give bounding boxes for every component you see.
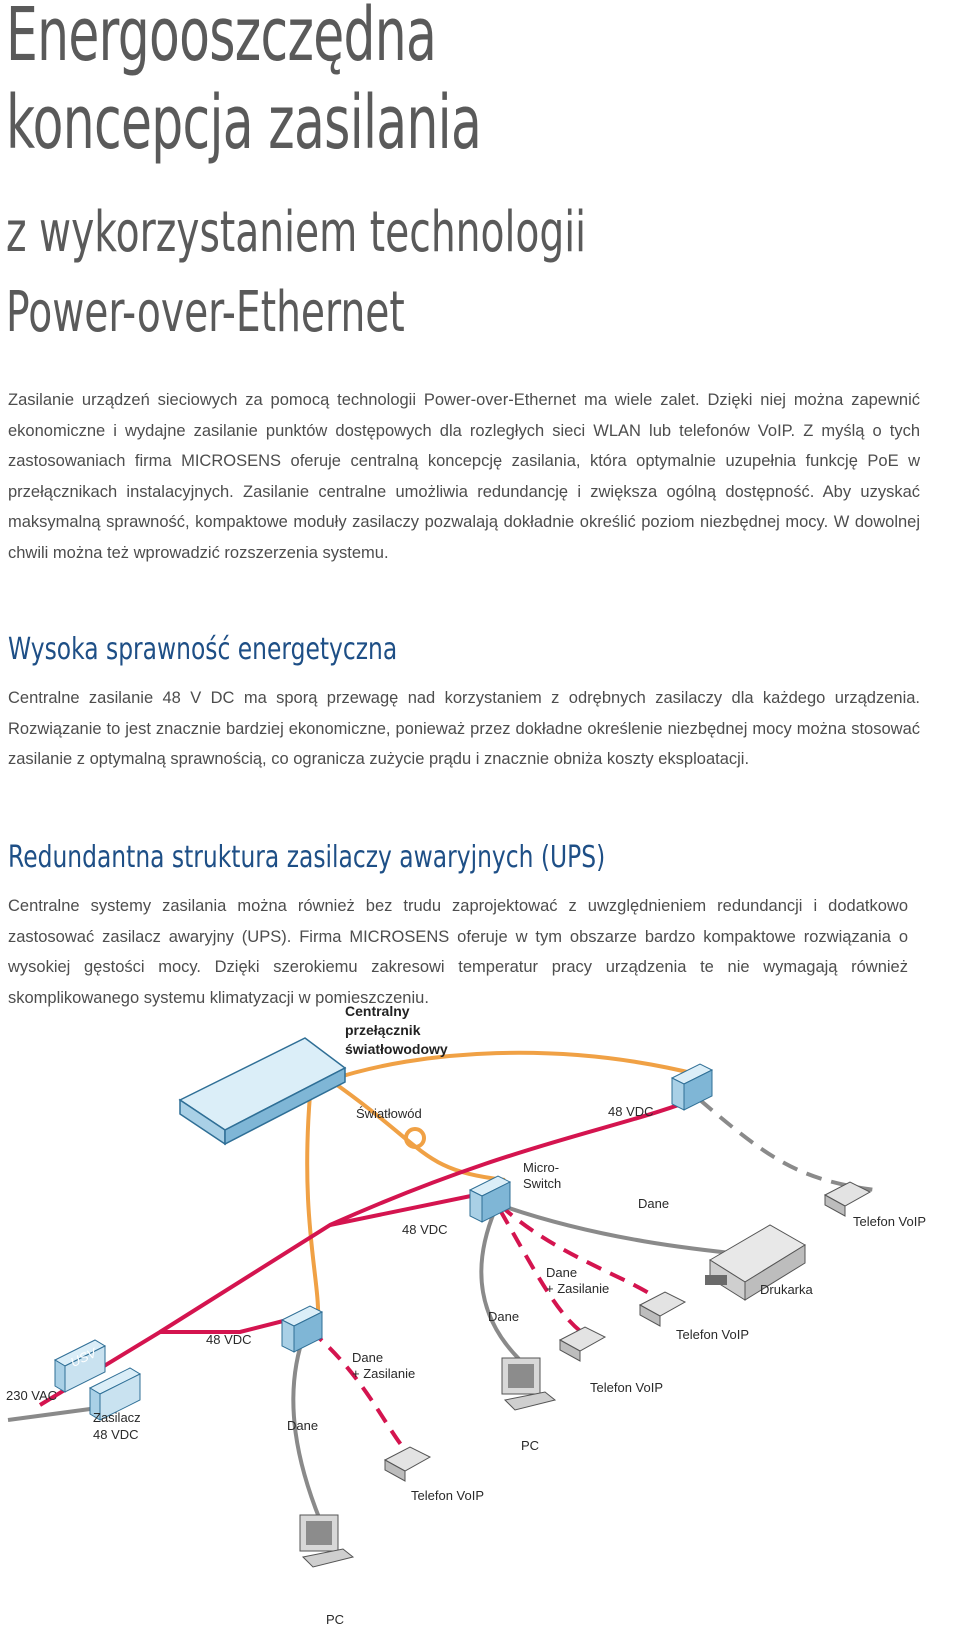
zasilacz-label-line-1: Zasilacz (93, 1410, 141, 1425)
fiber-label: Światłowód (356, 1106, 422, 1121)
dane-zasilanie-left-line-2: + Zasilanie (352, 1366, 416, 1381)
section-body-ups: Centralne systemy zasilania można również bez trudu zaprojektować z uwzględnieniem redundancji i dodatkowo zastosować zasilacz awaryjny (UPS). Firma MICROSENS oferuje w tym obszarze bardzo kompaktowe rozwiązania o wysokiej gęstości mocy. Dzięki szerokiemu zakresowi temperatur pracy urządzenia te nie wymagają również skomplikowanego systemu klimatyzacji w pomieszczeniu. (8, 897, 908, 1007)
dane-left-label: Dane (287, 1418, 319, 1433)
vdc-top-label: 48 VDC (608, 1104, 654, 1119)
section-heading-ups: Redundantna struktura zasilaczy awaryjnych (UPS) (8, 840, 606, 875)
dane-zasilanie-mid-line-1: Dane (546, 1265, 578, 1280)
dane-zasilanie-mid-label (546, 1265, 609, 1297)
dane-zasilanie-mid-line-2: + Zasilanie (546, 1281, 610, 1296)
telefon-voip-center-label: Telefon VoIP (590, 1380, 663, 1395)
central-switch-label-line-2: przełącznik (345, 1022, 421, 1038)
title-line-2: koncepcja zasilania (6, 80, 482, 166)
micro-switch-label-line-1: Micro- (523, 1160, 560, 1175)
section-heading-efficiency: Wysoka sprawność energetyczna (8, 632, 398, 667)
micro-switch-label-line-2: Switch (523, 1176, 562, 1191)
dane-zasilanie-left-label (352, 1350, 415, 1382)
pc-bottom-label: PC (326, 1612, 345, 1627)
vac-label: 230 VAC (6, 1388, 58, 1403)
telefon-voip-bottom-label: Telefon VoIP (411, 1488, 484, 1503)
diagram-labels (0, 1003, 960, 1634)
micro-switch-label (523, 1160, 561, 1192)
telefon-voip-right-label: Telefon VoIP (853, 1214, 926, 1229)
title-line-1: Energooszczędna (6, 0, 437, 78)
intro-paragraph: Zasilanie urządzeń sieciowych za pomocą technologii Power-over-Ethernet ma wiele zalet. Dzięki niej można zapewnić ekonomiczne i wydajne zasilanie punktów dostępowych dla rozległych sieci WLAN lub telefonów VoIP. Z myślą o tych zastosowaniach firma MICROSENS oferuje centralną koncepcję zasilania, która optymalnie uzupełnia funkcję PoE w przełącznikach instalacyjnych. Zasilanie centralne umożliwia redundancję i zwiększa ogólną dostępność. Aby uzyskać maksymalną sprawność, kompaktowe moduły zasilaczy pozwalają dokładnie określić poziom niezbędnej mocy. W dowolnej chwili można też wprowadzić rozszerzenia systemu. (8, 391, 920, 562)
usv-label: USV (68, 1345, 99, 1370)
dane-zasilanie-left-line-1: Dane (352, 1350, 384, 1365)
pc-mid-label: PC (521, 1438, 540, 1453)
zasilacz-label (93, 1409, 141, 1443)
central-switch-label (345, 1002, 448, 1059)
central-switch-label-line-1: Centralny (345, 1003, 410, 1019)
section-body-efficiency: Centralne zasilanie 48 V DC ma sporą przewagę nad korzystaniem z odrębnych zasilaczy dla każdego urządzenia. Rozwiązanie to jest znacznie bardziej ekonomiczne, ponieważ przez dokładne określenie niezbędnej mocy można stosować zasilanie z optymalną sprawnością, co ogranicza zużycie prądu i znacznie obniża koszty eksploatacji. (8, 689, 920, 768)
subtitle-line-2: Power-over-Ethernet (6, 280, 405, 345)
dane-top-label: Dane (638, 1196, 670, 1211)
dane-mid-label: Dane (488, 1309, 520, 1324)
telefon-voip-mid-label: Telefon VoIP (676, 1327, 749, 1342)
subtitle-line-1: z wykorzystaniem technologii (6, 200, 587, 265)
drukarka-label: Drukarka (760, 1282, 813, 1297)
zasilacz-label-line-2: 48 VDC (93, 1427, 139, 1442)
central-switch-label-line-3: światłowodowy (345, 1041, 448, 1057)
vdc-left-label: 48 VDC (206, 1332, 252, 1347)
vdc-mid-label: 48 VDC (402, 1222, 448, 1237)
